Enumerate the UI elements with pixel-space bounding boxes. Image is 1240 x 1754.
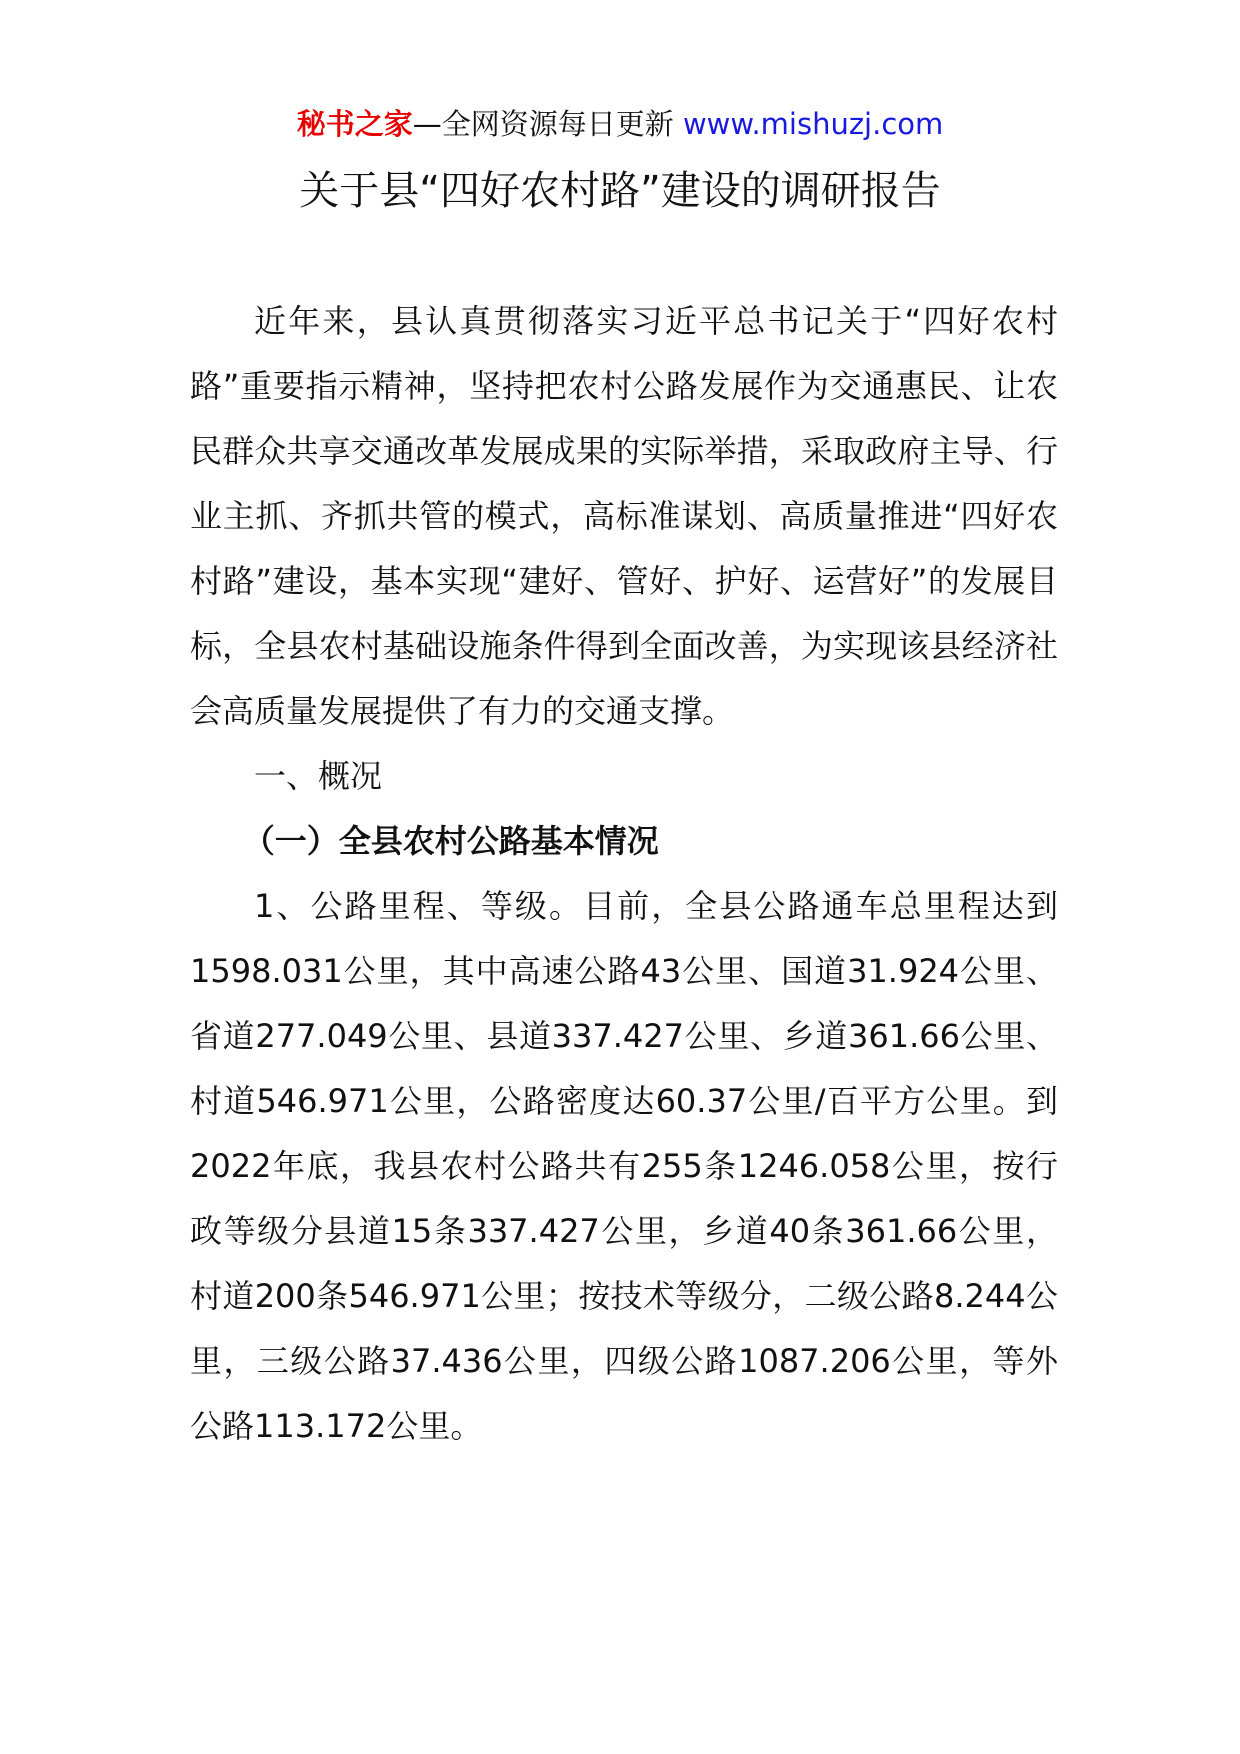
site-brand: 秘书之家 [296, 107, 413, 141]
site-url-link[interactable]: www.mishuzj.com [682, 107, 944, 141]
document-body [190, 289, 1058, 1459]
document-title: 关于县“四好农村路”建设的调研报告 [299, 168, 941, 214]
site-header [0, 104, 1240, 144]
subsection-heading: （一）全县农村公路基本情况 [242, 822, 659, 860]
body-paragraph: 1、公路里程、等级。目前，全县公路通车总里程达到1598.031公里，其中高速公路43公里、国道31.924公里、省道277.049公里、县道337.427公里、乡道361.66公里、村道546.971公里，公路密度达60.37公里/百平方公里。到2022年底，我县农村公路共有255条1246.058公里，按行政等级分县道15条337.427公里，乡道40条361.66公里，村道200条546.971公里；按技术等级分，二级公路8.244公里，三级公路37.436公里，四级公路1087.206公里，等外公路113.172公里。 [190, 887, 1058, 1445]
section-heading: 一、概况 [254, 757, 383, 795]
site-tagline: —全网资源每日更新 [412, 107, 674, 141]
intro-paragraph: 近年来，县认真贯彻落实习近平总书记关于“四好农村路”重要指示精神，坚持把农村公路发展作为交通惠民、让农民群众共享交通改革发展成果的实际举措，采取政府主导、行业主抓、齐抓共管的模式，高标准谋划、高质量推进“四好农村路”建设，基本实现“建好、管好、护好、运营好”的发展目标，全县农村基础设施条件得到全面改善，为实现该县经济社会高质量发展提供了有力的交通支撑。 [190, 302, 1058, 730]
